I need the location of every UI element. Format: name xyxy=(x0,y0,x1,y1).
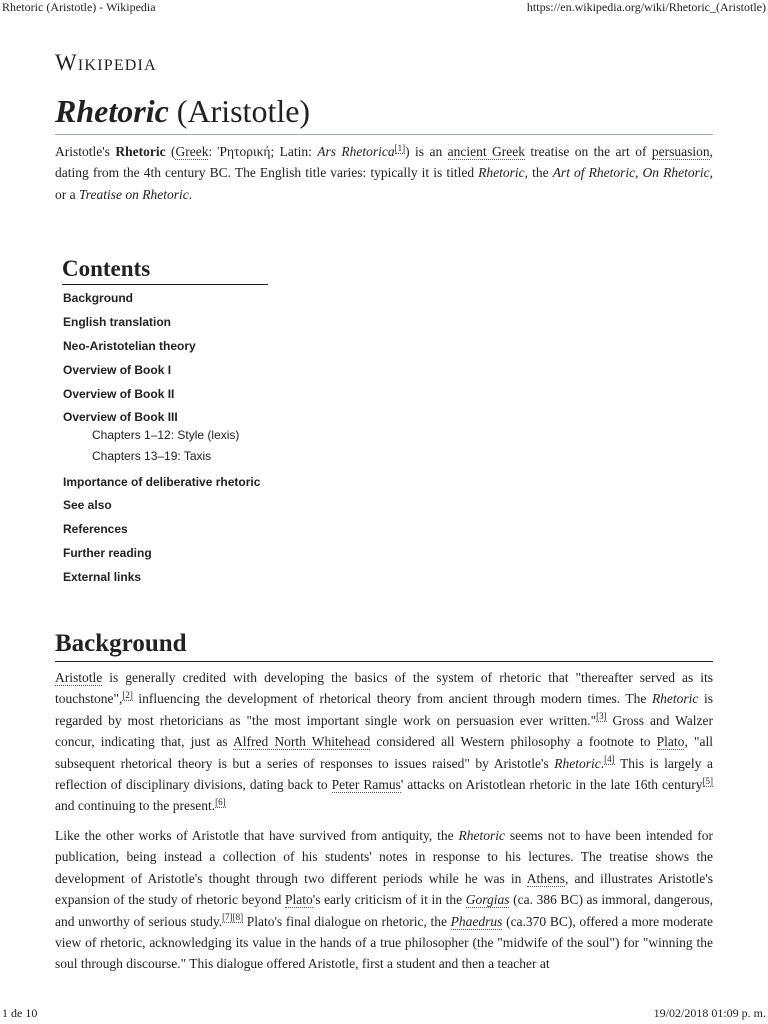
print-page-number: 1 de 10 xyxy=(2,1006,38,1020)
print-url: https://en.wikipedia.org/wiki/Rhetoric_(Aristotle) xyxy=(526,0,766,14)
link-phaedrus[interactable]: Phaedrus xyxy=(450,913,503,929)
citation-4[interactable]: [4] xyxy=(604,754,615,765)
italic-rhetoric: Rhetoric xyxy=(651,691,699,707)
print-page-title: Rhetoric (Aristotle) - Wikipedia xyxy=(2,0,156,14)
paragraph-text: (ca.370 BC), offered a more moderate view of rhetoric, acknowledging its value in the hands of a true philosopher (the "midwife of the soul") for "winning the soul through discourse." This dialogue offered Aristotle, first a student and then a teacher at xyxy=(55,913,713,972)
intro-italic: Treatise on Rhetoric xyxy=(79,186,189,202)
citation-3[interactable]: [3] xyxy=(596,711,607,722)
print-header xyxy=(0,0,768,16)
intro-text: , dating from the 4th century BC. The English title varies: typically it is titled xyxy=(55,144,713,181)
print-datetime: 19/02/2018 01:09 p. m. xyxy=(653,1006,766,1020)
paragraph-text: Gross and Walzer concur, indicating that, just as xyxy=(55,712,713,750)
paragraph-text: is regarded by most rhetoricians as "the most important single work on persuasion ever written." xyxy=(55,691,713,728)
paragraph-text: ' attacks on Aristotlean rhetoric in the late 16th century xyxy=(400,777,703,793)
title-rest: (Aristotle) xyxy=(168,93,311,129)
toc-item-overview-book-3[interactable]: Overview of Book III xyxy=(63,410,178,424)
link-greek[interactable]: Greek xyxy=(175,144,209,159)
intro-text: Aristotle's xyxy=(55,144,116,159)
toc-item-external-links[interactable]: External links xyxy=(63,570,142,584)
toc-item-overview-book-1[interactable]: Overview of Book I xyxy=(63,363,172,377)
paragraph-text: 's early criticism of it in the xyxy=(312,892,466,908)
paragraph-text: influencing the development of rhetorical theory from ancient through modern times. The xyxy=(132,691,652,707)
paragraph-text: considered all Western philosophy a footnote to xyxy=(370,734,657,750)
toc-item-references[interactable]: References xyxy=(63,522,128,536)
background-paragraph-1 xyxy=(55,667,713,817)
paragraph-text: (ca. 386 BC) as immoral, dangerous, and unworthy of serious study. xyxy=(55,892,713,929)
link-peter-ramus[interactable]: Peter Ramus xyxy=(331,777,401,793)
paragraph-text: , and illustrates Aristotle's expansion of the study of rhetoric beyond xyxy=(55,870,713,908)
paragraph-text: is generally credited with developing the basics of the system of rhetoric that "thereafter served as its touchstone", xyxy=(55,670,713,707)
intro-latin-title: Ars Rhetorica xyxy=(317,144,395,159)
citation-1[interactable]: [1] xyxy=(394,142,406,153)
toc-item-see-also[interactable]: See also xyxy=(63,498,112,512)
citation-7-8[interactable]: [7][8] xyxy=(222,912,244,923)
intro-text: ( xyxy=(165,144,176,159)
paragraph-text: . xyxy=(600,755,605,771)
citation-6[interactable]: [6] xyxy=(215,796,226,807)
page-title xyxy=(55,90,713,135)
toc-title: Contents xyxy=(62,256,268,285)
intro-text: . xyxy=(188,186,193,202)
intro-text: ) is an xyxy=(405,144,448,159)
link-ancient-greek[interactable]: ancient Greek xyxy=(447,144,525,159)
intro-text: , the xyxy=(524,165,553,181)
intro-bold-title: Rhetoric xyxy=(115,144,166,159)
paragraph-text: Plato's final dialogue on rhetoric, the xyxy=(243,913,451,929)
citation-5[interactable]: [5] xyxy=(702,775,713,786)
intro-text: treatise on the art of xyxy=(524,144,652,159)
italic-rhetoric: Rhetoric xyxy=(554,755,601,771)
toc-subitem-taxis[interactable]: Chapters 13–19: Taxis xyxy=(92,449,212,463)
link-gorgias[interactable]: Gorgias xyxy=(465,892,510,908)
intro-text: , or a xyxy=(55,165,713,202)
toc-item-english-translation[interactable]: English translation xyxy=(63,315,172,329)
background-paragraph-2 xyxy=(55,825,713,975)
paragraph-text: , "all subsequent rhetorical theory is but a series of responses to issues raised" by Aristotle's xyxy=(55,734,713,771)
intro-paragraph xyxy=(55,141,713,205)
link-plato[interactable]: Plato xyxy=(285,892,313,908)
section-heading-background: Background xyxy=(55,628,713,662)
link-plato[interactable]: Plato xyxy=(656,734,685,750)
toc-item-background[interactable]: Background xyxy=(63,291,134,305)
wikipedia-logo[interactable]: Wikipedia xyxy=(55,50,157,75)
toc-item-overview-book-2[interactable]: Overview of Book II xyxy=(63,387,175,401)
toc-subitem-style-lexis[interactable]: Chapters 1–12: Style (lexis) xyxy=(92,428,240,442)
paragraph-text: This is largely a reflection of disciplinary divisions, dating back to xyxy=(55,755,713,793)
link-alfred-north-whitehead[interactable]: Alfred North Whitehead xyxy=(232,734,371,750)
intro-italic: On Rhetoric xyxy=(642,165,710,181)
paragraph-text: seems not to have been intended for publication, being instead a collection of his students' notes in response to his lectures. The treatise shows the development of Aristotle's thought through two different periods while he was in xyxy=(55,828,713,886)
link-aristotle[interactable]: Aristotle xyxy=(55,670,103,685)
citation-2[interactable]: [2] xyxy=(122,689,133,700)
paragraph-text: and continuing to the present. xyxy=(55,798,216,814)
toc-item-deliberative-rhetoric[interactable]: Importance of deliberative rhetoric xyxy=(63,475,261,489)
link-athens[interactable]: Athens xyxy=(526,870,566,886)
paragraph-text: Like the other works of Aristotle that have survived from antiquity, the xyxy=(55,828,459,843)
link-persuasion[interactable]: persuasion xyxy=(651,144,710,159)
table-of-contents xyxy=(62,256,268,584)
toc-item-further-reading[interactable]: Further reading xyxy=(63,546,152,560)
italic-rhetoric: Rhetoric xyxy=(458,828,506,843)
intro-italic: Art of Rhetoric xyxy=(552,165,636,181)
intro-text: , xyxy=(635,165,643,181)
intro-italic: Rhetoric xyxy=(478,165,525,181)
print-footer xyxy=(0,1006,768,1022)
toc-item-neo-aristotelian-theory[interactable]: Neo-Aristotelian theory xyxy=(63,339,196,353)
intro-text: : Ῥητορική; Latin: xyxy=(208,144,318,159)
title-italic: Rhetoric xyxy=(55,93,169,129)
